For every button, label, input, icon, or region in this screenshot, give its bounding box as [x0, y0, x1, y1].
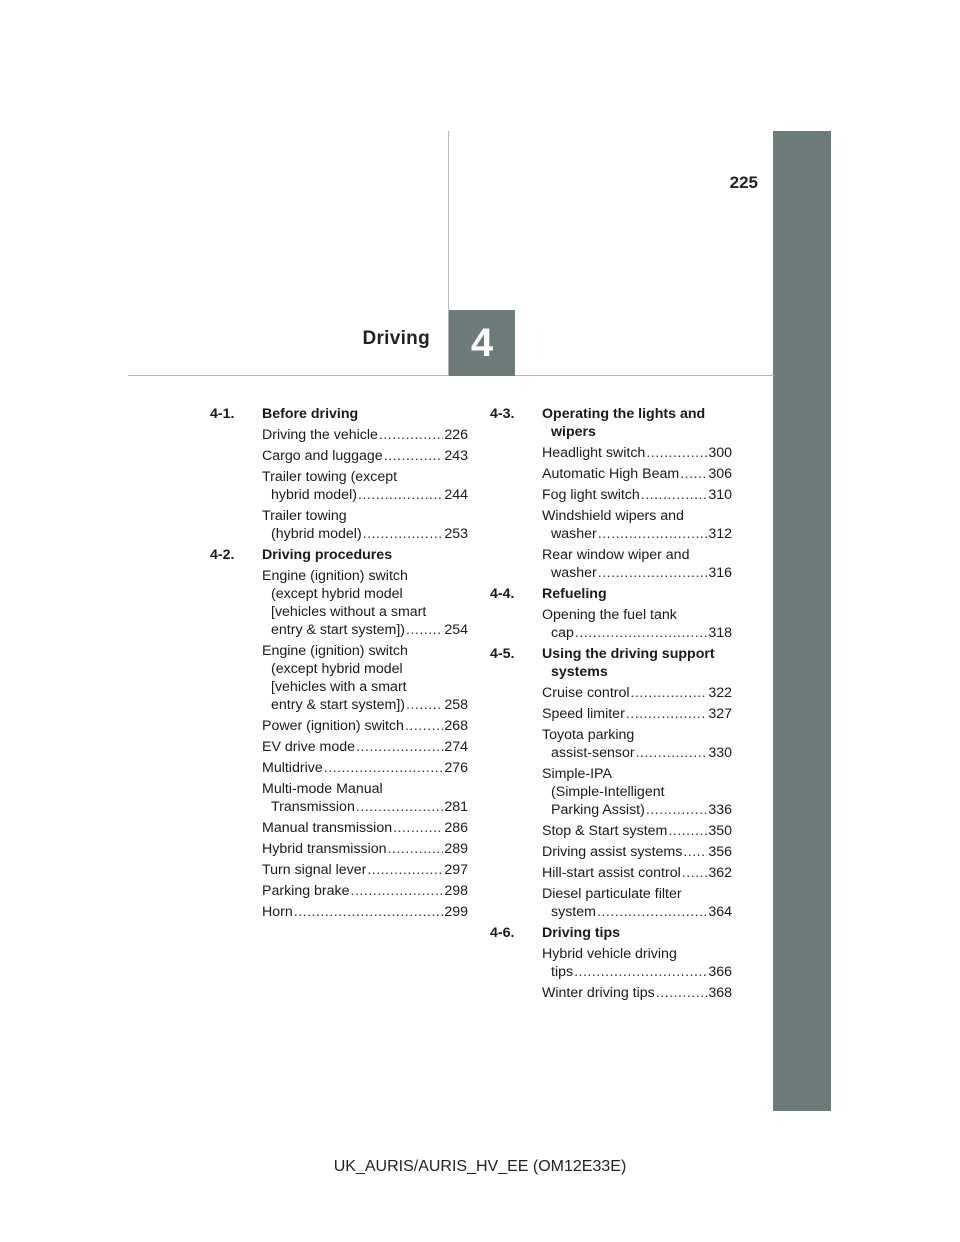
- toc-entry[interactable]: [542, 486, 732, 504]
- entry-title-line: Stop & Start system: [542, 823, 668, 839]
- section-number: 4-5.: [490, 646, 515, 662]
- toc-entry[interactable]: [542, 726, 732, 762]
- toc-entry[interactable]: [542, 822, 732, 840]
- toc-entry[interactable]: [542, 864, 732, 882]
- toc-entry[interactable]: [542, 684, 732, 702]
- entry-title-line: (hybrid model): [271, 526, 362, 542]
- entry-page-number: 244: [444, 487, 468, 503]
- dot-leader: [641, 486, 708, 504]
- toc-entry[interactable]: [262, 507, 468, 543]
- entry-title-line: Diesel particulate filter: [542, 886, 682, 902]
- chapter-side-tab: [773, 131, 831, 1111]
- entry-page-number: 312: [708, 526, 732, 542]
- section-title-line: Before driving: [262, 406, 359, 422]
- entry-page-number: 274: [444, 739, 468, 755]
- entry-page-number: 268: [444, 718, 468, 734]
- entry-page-number: 350: [708, 823, 732, 839]
- dot-leader: [598, 525, 708, 543]
- entry-title-line: Rear window wiper and: [542, 547, 690, 563]
- section-title-line: Operating the lights and: [542, 406, 706, 422]
- toc-entry[interactable]: [542, 843, 732, 861]
- toc-section-heading: [210, 405, 468, 423]
- toc-entry[interactable]: [542, 945, 732, 981]
- toc-entry[interactable]: [262, 426, 468, 444]
- toc-entry[interactable]: [262, 738, 468, 756]
- entry-title-line: [vehicles without a smart: [271, 604, 427, 620]
- dot-leader: [358, 486, 443, 504]
- entry-page-number: 316: [708, 565, 732, 581]
- entry-page-number: 297: [444, 862, 468, 878]
- section-title-line: Driving procedures: [262, 547, 393, 563]
- entry-title-line: Speed limiter: [542, 706, 625, 722]
- entry-title-last-line: [262, 759, 468, 777]
- toc-entry[interactable]: [542, 885, 732, 921]
- dot-leader: [393, 819, 443, 837]
- dot-leader: [379, 426, 443, 444]
- entry-title-line: Hybrid transmission: [262, 841, 387, 857]
- entry-page-number: 336: [708, 802, 732, 818]
- entry-title-line: Winter driving tips: [542, 985, 655, 1001]
- entry-title-line: Opening the fuel tank: [542, 607, 677, 623]
- entry-title-line: Driving the vehicle: [262, 427, 378, 443]
- entry-title-last-line: [542, 465, 732, 483]
- entry-title-line: entry & start system]): [271, 622, 406, 638]
- entry-title-last-line: [542, 822, 732, 840]
- toc-entry[interactable]: [262, 468, 468, 504]
- entry-title-line: Engine (ignition) switch: [262, 643, 408, 659]
- entry-title-last-line: [542, 843, 732, 861]
- entry-title-last-line: [262, 525, 468, 543]
- entry-title-line: Transmission: [271, 799, 355, 815]
- dot-leader: [631, 684, 708, 702]
- entry-page-number: 318: [708, 625, 732, 641]
- toc-entry[interactable]: [262, 840, 468, 858]
- section-title-line: wipers: [551, 424, 596, 440]
- entry-title-line: Horn: [262, 904, 293, 920]
- entry-page-number: 289: [444, 841, 468, 857]
- entry-title-line: Toyota parking: [542, 727, 635, 743]
- section-title-line: Refueling: [542, 586, 607, 602]
- entry-title-line: Engine (ignition) switch: [262, 568, 408, 584]
- entry-title-line: [vehicles with a smart: [271, 679, 407, 695]
- entry-title-last-line: [542, 525, 732, 543]
- entry-title-line: Cargo and luggage: [262, 448, 383, 464]
- dot-leader: [406, 621, 443, 639]
- entry-page-number: 254: [444, 622, 468, 638]
- entry-page-number: 300: [708, 445, 732, 461]
- toc-entry[interactable]: [542, 507, 732, 543]
- entry-title-line: (Simple-Intelligent: [551, 784, 665, 800]
- entry-title-last-line: [542, 444, 732, 462]
- section-title: [542, 924, 732, 942]
- entry-title-line: Automatic High Beam: [542, 466, 680, 482]
- dot-leader: [356, 798, 443, 816]
- entry-page-number: 306: [708, 466, 732, 482]
- entry-title-line: Windshield wipers and: [542, 508, 684, 524]
- dot-leader: [597, 903, 707, 921]
- entry-title-line: EV drive mode: [262, 739, 356, 755]
- entry-page-number: 276: [444, 760, 468, 776]
- entry-page-number: 226: [444, 427, 468, 443]
- entry-title-line: Fog light switch: [542, 487, 640, 503]
- dot-leader: [575, 624, 707, 642]
- entry-title-last-line: [542, 684, 732, 702]
- entry-title-last-line: [262, 621, 468, 639]
- toc-entry[interactable]: [262, 780, 468, 816]
- toc-section-heading: [490, 585, 732, 603]
- toc-right-column: [490, 405, 732, 1005]
- chapter-number-box: [449, 310, 515, 376]
- toc-entry[interactable]: [542, 705, 732, 723]
- dot-leader: [405, 717, 443, 735]
- entry-title-line: system: [551, 904, 596, 920]
- dot-leader: [598, 564, 708, 582]
- entry-title-last-line: [542, 564, 732, 582]
- entry-title-line: assist-sensor: [551, 745, 635, 761]
- entry-title-last-line: [542, 963, 732, 981]
- toc-entry[interactable]: [262, 567, 468, 639]
- entry-title-last-line: [262, 840, 468, 858]
- entry-title-line: entry & start system]): [271, 697, 406, 713]
- toc-left-column: [210, 405, 468, 924]
- toc-section-heading: [210, 546, 468, 564]
- entry-title-last-line: [542, 486, 732, 504]
- entry-title-last-line: [262, 798, 468, 816]
- entry-title-line: (except hybrid model: [271, 661, 403, 677]
- dot-leader: [683, 843, 707, 861]
- dot-leader: [668, 822, 707, 840]
- entry-title-last-line: [542, 801, 732, 819]
- dot-leader: [356, 738, 443, 756]
- entry-title-line: cap: [551, 625, 574, 641]
- entry-title-last-line: [542, 624, 732, 642]
- entry-title-line: washer: [551, 565, 597, 581]
- entry-title-last-line: [262, 819, 468, 837]
- entry-title-last-line: [542, 705, 732, 723]
- entry-title-last-line: [262, 426, 468, 444]
- dot-leader: [626, 705, 708, 723]
- dot-leader: [682, 864, 708, 882]
- entry-page-number: 243: [444, 448, 468, 464]
- section-number: 4-1.: [210, 406, 235, 422]
- entry-title-line: tips: [551, 964, 574, 980]
- entry-title-line: Manual transmission: [262, 820, 393, 836]
- entry-title-last-line: [542, 903, 732, 921]
- toc-entry[interactable]: [262, 861, 468, 879]
- entry-title-last-line: [262, 696, 468, 714]
- dot-leader: [656, 984, 708, 1002]
- entry-title-last-line: [262, 738, 468, 756]
- toc-entry[interactable]: [542, 546, 732, 582]
- footer-model-code: UK_AURIS/AURIS_HV_EE (OM12E33E): [333, 1158, 627, 1175]
- entry-page-number: 322: [708, 685, 732, 701]
- toc-entry[interactable]: [262, 642, 468, 714]
- entry-title-line: Hybrid vehicle driving: [542, 946, 677, 962]
- entry-page-number: 253: [444, 526, 468, 542]
- chapter-title: Driving: [362, 328, 430, 349]
- entry-page-number: 298: [444, 883, 468, 899]
- toc-section-heading: [490, 405, 732, 441]
- entry-title-last-line: [262, 447, 468, 465]
- entry-title-last-line: [262, 903, 468, 921]
- entry-title-last-line: [542, 984, 732, 1002]
- dot-leader: [406, 696, 443, 714]
- section-title-line: systems: [551, 664, 608, 680]
- toc-entry[interactable]: [542, 606, 732, 642]
- section-number: 4-3.: [490, 406, 515, 422]
- toc-section-heading: [490, 645, 732, 681]
- entry-title-line: Driving assist systems: [542, 844, 683, 860]
- entry-page-number: 366: [708, 964, 732, 980]
- entry-title-line: Cruise control: [542, 685, 630, 701]
- entry-title-line: (except hybrid model: [271, 586, 403, 602]
- toc-entry[interactable]: [262, 447, 468, 465]
- entry-page-number: 299: [444, 904, 468, 920]
- toc-entry[interactable]: [542, 465, 732, 483]
- toc-entry[interactable]: [542, 444, 732, 462]
- toc-entry[interactable]: [262, 819, 468, 837]
- toc-entry[interactable]: [262, 882, 468, 900]
- entry-title-line: hybrid model): [271, 487, 357, 503]
- entry-title-last-line: [542, 744, 732, 762]
- entry-title-last-line: [262, 717, 468, 735]
- dot-leader: [574, 963, 707, 981]
- entry-title-line: Hill-start assist control: [542, 865, 681, 881]
- dot-leader: [324, 759, 444, 777]
- entry-title-line: Simple-IPA: [542, 766, 612, 782]
- entry-page-number: 310: [708, 487, 732, 503]
- entry-title-line: Parking Assist): [551, 802, 645, 818]
- entry-title-line: Parking brake: [262, 883, 350, 899]
- dot-leader: [680, 465, 707, 483]
- dot-leader: [363, 525, 444, 543]
- toc-entry[interactable]: [262, 717, 468, 735]
- chapter-number: 4: [470, 320, 494, 365]
- entry-page-number: 327: [708, 706, 732, 722]
- dot-leader: [351, 882, 444, 900]
- toc-entry[interactable]: [262, 759, 468, 777]
- dot-leader: [388, 840, 444, 858]
- section-title: [262, 405, 468, 423]
- entry-title-last-line: [262, 882, 468, 900]
- dot-leader: [367, 861, 443, 879]
- toc-entry[interactable]: [542, 984, 732, 1002]
- entry-page-number: 281: [444, 799, 468, 815]
- entry-title-line: Trailer towing: [262, 508, 347, 524]
- section-title-line: Using the driving support: [542, 646, 715, 662]
- entry-page-number: 368: [708, 985, 732, 1001]
- toc-entry[interactable]: [262, 903, 468, 921]
- entry-title-line: Headlight switch: [542, 445, 646, 461]
- entry-page-number: 364: [708, 904, 732, 920]
- entry-page-number: 258: [444, 697, 468, 713]
- entry-title-line: Power (ignition) switch: [262, 718, 404, 734]
- dot-leader: [294, 903, 444, 921]
- section-number: 4-4.: [490, 586, 515, 602]
- entry-title-line: washer: [551, 526, 597, 542]
- entry-page-number: 330: [708, 745, 732, 761]
- dot-leader: [384, 447, 444, 465]
- toc-section-heading: [490, 924, 732, 942]
- dot-leader: [646, 444, 707, 462]
- section-title: [542, 405, 732, 441]
- page-number: 225: [729, 173, 758, 192]
- entry-page-number: 362: [708, 865, 732, 881]
- entry-page-number: 286: [444, 820, 468, 836]
- entry-title-last-line: [542, 864, 732, 882]
- entry-title-line: Multi-mode Manual: [262, 781, 383, 797]
- section-title: [542, 585, 732, 603]
- entry-title-line: Multidrive: [262, 760, 323, 776]
- dot-leader: [646, 801, 708, 819]
- entry-title-line: Trailer towing (except: [262, 469, 398, 485]
- toc-entry[interactable]: [542, 765, 732, 819]
- section-title: [542, 645, 732, 681]
- entry-page-number: 356: [708, 844, 732, 860]
- section-number: 4-6.: [490, 925, 515, 941]
- entry-title-line: Turn signal lever: [262, 862, 367, 878]
- entry-title-last-line: [262, 861, 468, 879]
- section-title: [262, 546, 468, 564]
- entry-title-last-line: [262, 486, 468, 504]
- dot-leader: [636, 744, 708, 762]
- section-number: 4-2.: [210, 547, 235, 563]
- section-title-line: Driving tips: [542, 925, 621, 941]
